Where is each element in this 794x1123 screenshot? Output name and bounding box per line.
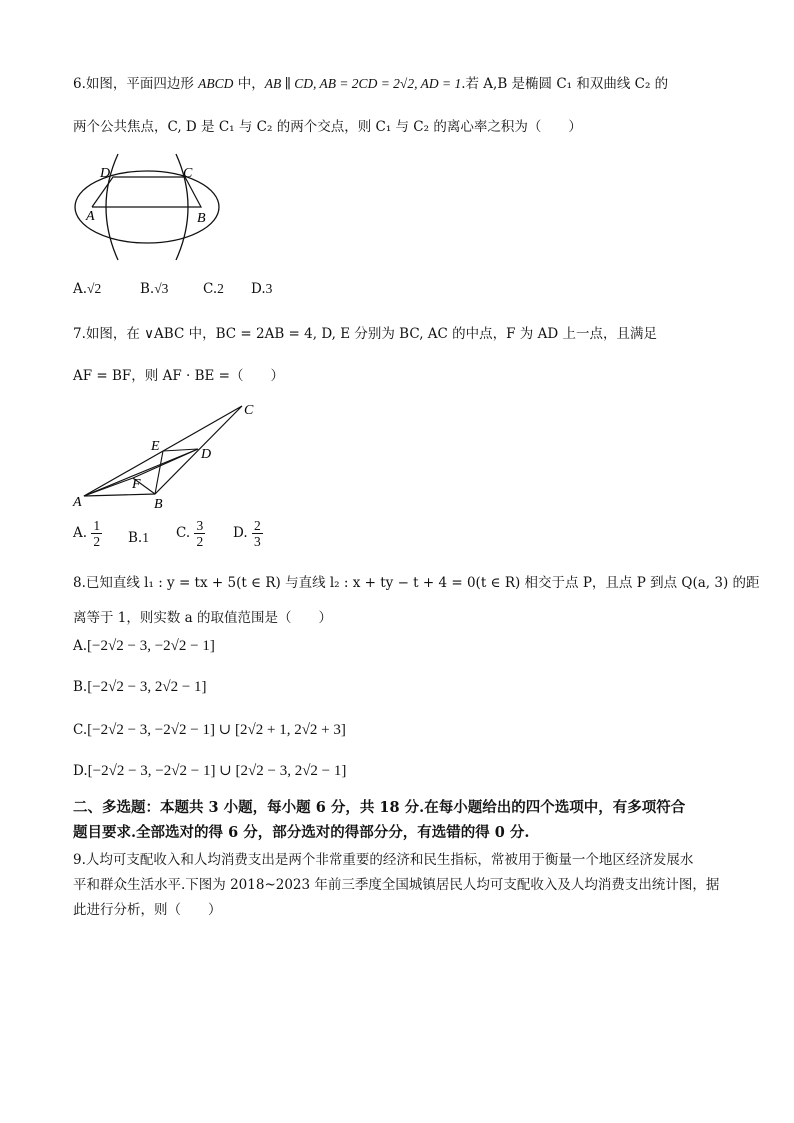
q7-stem-line2: AF = BF，则 AF · BE =（ ） [73,368,284,384]
q7-option-d[interactable]: D. $\frac{2}{3}$ [233,518,261,549]
label-a: A [86,209,95,224]
q7-option-b[interactable]: B.1 [128,530,149,546]
fraction: $\frac{3}{2}$ [196,518,204,549]
section2-heading-line1: 二、多选题：本题共 3 小题，每小题 6 分，共 18 分.在每小题给出的四个选项中，有多项符合 [73,799,686,816]
q6-option-c[interactable]: C.2 [203,281,224,297]
section2-heading-line2: 题目要求.全部选对的得 6 分，部分选对的得部分分，有选错的得 0 分. [73,824,530,841]
label-b: B [154,497,163,510]
q7-option-c[interactable]: C. $\frac{3}{2}$ [176,518,204,549]
fraction: $\frac{2}{3}$ [253,518,261,549]
label-b: B [197,211,206,226]
label-d: D [100,166,111,181]
label-e: E [151,439,160,454]
q9-stem-line3: 此进行分析，则（ ） [73,902,222,918]
segment-fd [133,449,198,478]
q7-stem-line1: 7.如图，在 ∨ABC 中，BC = 2AB = 4, D, E 分别为 BC, AC 的中点，F 为 AD 上一点，且满足 [73,326,657,342]
label-a: A [73,495,82,510]
q8-option-b[interactable]: B.[−2√2 − 3, 2√2 − 1] [73,679,207,695]
q9-stem-line2: 平和群众生活水平.下图为 2018~2023 年前三季度全国城镇居民人均可支配收入及人均消费支出统计图，据 [73,877,720,893]
q8-option-d[interactable]: D.[−2√2 − 3, −2√2 − 1] ∪ [2√2 − 3, 2√2 − 1] [73,763,347,779]
q8-stem-line2: 离等于 1，则实数 a 的取值范围是（ ） [73,610,333,626]
q6-option-a[interactable]: A.√2 [73,281,102,297]
label-f: F [132,477,141,492]
q6-option-b[interactable]: B.√3 [140,281,169,297]
segment-af [84,478,133,496]
q6-option-d[interactable]: D.3 [251,281,273,297]
label-c: C [183,166,193,181]
q6-stem-line2: 两个公共焦点，C, D 是 C₁ 与 C₂ 的两个交点，则 C₁ 与 C₂ 的离心率之积为（ ） [73,119,582,135]
q8-option-a[interactable]: A.[−2√2 − 3, −2√2 − 1] [73,638,215,654]
q8-option-c[interactable]: C.[−2√2 − 3, −2√2 − 1] ∪ [2√2 + 1, 2√2 + 3] [73,722,346,738]
q6-stem-line1: 6.如图，平面四边形 ABCD 中，AB ∥ CD, AB = 2CD = 2√2, AD = 1.若 A,B 是椭圆 C₁ 和双曲线 C₂ 的 [73,76,669,92]
label-d: D [201,447,212,462]
q8-stem-line1: 8.已知直线 l₁ : y = tx + 5(t ∈ R) 与直线 l₂ : x + ty − t + 4 = 0(t ∈ R) 相交于点 P，且点 P 到点 Q(a, 3) 的距 [73,575,760,591]
label-c: C [244,403,254,418]
fraction: $\frac{1}{2}$ [93,518,101,549]
q7-option-a[interactable]: A. $\frac{1}{2}$ [73,518,101,549]
q6-figure [70,150,230,265]
q9-stem-line1: 9.人均可支配收入和人均消费支出是两个非常重要的经济和民生指标，常被用于衡量一个地区经济发展水 [73,852,694,868]
q7-figure [70,398,270,510]
